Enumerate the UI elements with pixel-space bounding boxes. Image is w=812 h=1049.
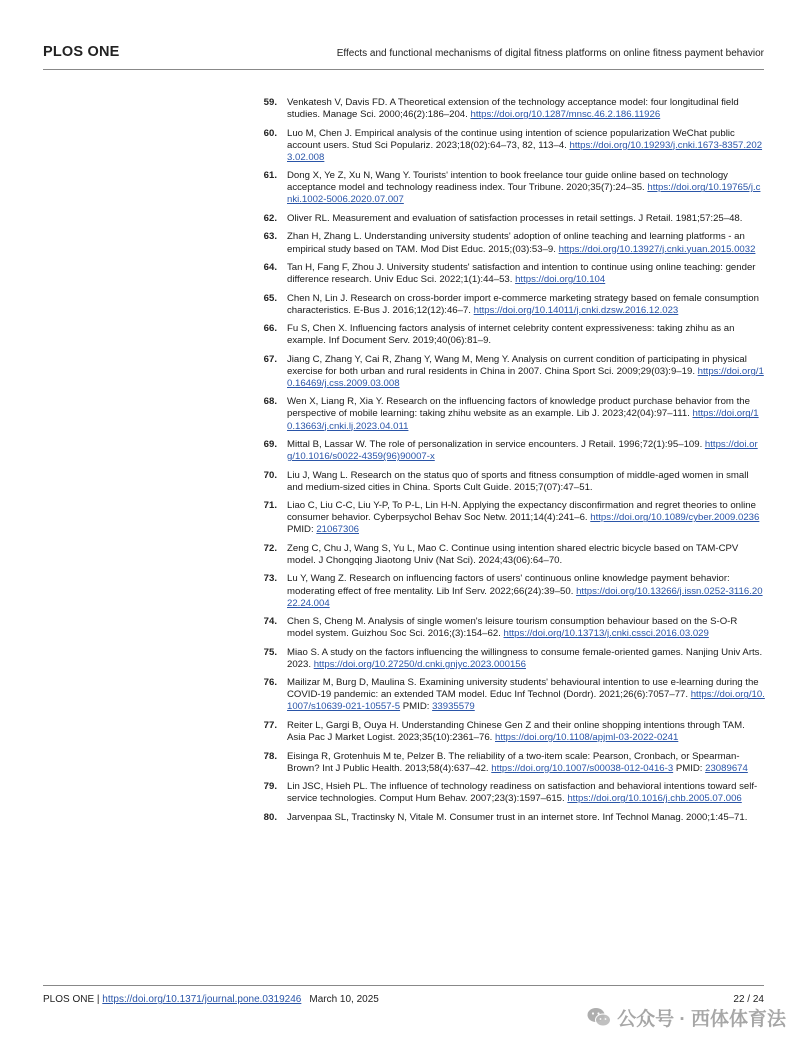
reference-item xyxy=(257,231,765,255)
reference-doi-link[interactable]: https://doi.org/10.13713/j.cnki.cssci.2016.03.029 xyxy=(503,628,709,640)
reference-body xyxy=(287,128,765,164)
reference-item xyxy=(257,323,765,347)
reference-doi-link[interactable]: https://doi.org/10.19765/j.cnki.1002-5006.2020.07.007 xyxy=(287,182,761,206)
running-title: Effects and functional mechanisms of digital fitness platforms on online fitness payment behavior xyxy=(336,48,764,59)
reference-number: 61. xyxy=(263,170,277,182)
reference-doi-link[interactable]: https://doi.org/10.104 xyxy=(515,274,606,286)
reference-pmid-label: PMID: xyxy=(673,762,706,774)
reference-doi-link[interactable]: https://doi.org/10.1108/apjml-03-2022-0241 xyxy=(495,732,679,744)
reference-doi-link[interactable]: https://doi.org/10.1016/j.chb.2005.07.006 xyxy=(567,793,742,805)
reference-number: 68. xyxy=(263,396,277,408)
page-number: 22 / 24 xyxy=(733,994,764,1005)
reference-body xyxy=(287,470,765,494)
reference-number: 76. xyxy=(263,677,277,689)
reference-number: 72. xyxy=(263,542,277,554)
reference-item xyxy=(257,781,765,805)
reference-body xyxy=(287,213,765,225)
footer-divider xyxy=(43,985,764,986)
footer-journal: PLOS ONE | xyxy=(43,994,103,1005)
reference-item xyxy=(257,293,765,317)
reference-text: Reiter L, Gargi B, Ouya H. Understanding Chinese Gen Z and their online shopping intentions through TAM. Asia Pac J Market Logist. 2023;35(10):2361–76. xyxy=(287,719,745,744)
reference-text: Eisinga R, Grotenhuis M te, Pelzer B. The reliability of a two-item scale: Pearson, Cronbach, or Spearman-Brown? Int J Public Health. 2013;58(4):637–42. xyxy=(287,750,740,774)
reference-pmid-link[interactable]: 21067306 xyxy=(316,524,360,536)
reference-body xyxy=(287,170,765,206)
footer-doi-link[interactable]: https://doi.org/10.1371/journal.pone.0319246 xyxy=(102,994,302,1005)
reference-number: 66. xyxy=(263,323,277,335)
reference-item xyxy=(257,543,765,567)
reference-number: 67. xyxy=(263,353,277,365)
reference-text: Liu J, Wang L. Research on the status quo of sports and fitness consumption of middle-aged women in small and medium-sized cities in China. Sports Cult Guide. 2015;7(07):47–51. xyxy=(287,469,749,493)
reference-doi-link[interactable]: https://doi.org/10.1287/mnsc.46.2.186.11926 xyxy=(470,109,661,121)
reference-number: 78. xyxy=(263,750,277,762)
reference-number: 65. xyxy=(263,292,277,304)
reference-number: 75. xyxy=(263,646,277,658)
reference-body xyxy=(287,439,765,463)
reference-item xyxy=(257,812,765,824)
reference-body xyxy=(287,781,765,805)
reference-body xyxy=(287,97,765,121)
wechat-icon xyxy=(587,1007,611,1028)
reference-text: Zhan H, Zhang L. Understanding university students' adoption of online teaching and learning platforms - an empirical study based on TAM. Mod Dist Educ. 2015;(03):53–9. xyxy=(287,231,745,255)
reference-pmid-label: PMID: xyxy=(400,701,433,713)
reference-item xyxy=(257,500,765,536)
reference-number: 77. xyxy=(263,719,277,731)
reference-body xyxy=(287,323,765,347)
reference-text: Lin JSC, Hsieh PL. The influence of technology readiness on satisfaction and behavioral intentions toward self-service technologies. Comput Hum Behav. 2007;23(3):1597–615. xyxy=(287,781,758,805)
reference-item xyxy=(257,354,765,390)
reference-body xyxy=(287,647,765,671)
reference-text: Mailizar M, Burg D, Maulina S. Examining university students' behavioural intention to use e-learning during the COVID-19 pandemic: an extended TAM model. Educ Inf Technol (Dordr). 2021;26(6):7057–77. xyxy=(287,677,759,701)
reference-doi-link[interactable]: https://doi.org/10.13266/j.issn.0252-3116.2022.24.004 xyxy=(287,585,763,609)
footer-date: March 10, 2025 xyxy=(309,994,379,1005)
reference-number: 59. xyxy=(263,97,277,108)
reference-text: Lu Y, Wang Z. Research on influencing factors of users' continuous online knowledge payment behavior: moderating effect of free mentality. Lib Inf Serv. 2022;66(24):39–50. xyxy=(287,573,730,597)
reference-item xyxy=(257,647,765,671)
reference-pmid-link[interactable]: 33935579 xyxy=(432,701,475,713)
reference-item xyxy=(257,439,765,463)
reference-doi-link[interactable]: https://doi.org/10.1007/s10639-021-10557-5 xyxy=(287,689,765,713)
reference-text: Jiang C, Zhang Y, Cai R, Zhang Y, Wang M, Meng Y. Analysis on current condition of participating in physical exercise for both urban and rural residents in China in 2007. China Sport Sci. 2009;29(03):9–19. xyxy=(287,353,747,377)
journal-logo: PLOS ONE xyxy=(43,44,120,60)
reference-number: 60. xyxy=(263,127,277,139)
reference-item xyxy=(257,213,765,225)
reference-number: 64. xyxy=(263,261,277,273)
reference-item xyxy=(257,677,765,713)
reference-item xyxy=(257,573,765,609)
reference-number: 74. xyxy=(263,616,277,628)
reference-list xyxy=(257,97,765,830)
reference-text: Venkatesh V, Davis FD. A Theoretical extension of the technology acceptance model: four longitudinal field studies. Manage Sci. 2000;46(2):186–204. xyxy=(287,97,739,121)
watermark-text: 公众号 · 西体体育法 xyxy=(617,1009,786,1030)
reference-body xyxy=(287,500,765,536)
reference-text: Luo M, Chen J. Empirical analysis of the continue using intention of science popularization WeChat public account users. Stud Sci Populariz. 2023;18(02):64–73, 82, 113–4. xyxy=(287,127,735,151)
reference-item xyxy=(257,128,765,164)
reference-pmid-label: PMID: xyxy=(287,524,317,536)
reference-item xyxy=(257,470,765,494)
reference-body xyxy=(287,677,765,713)
reference-pmid-link[interactable]: 23089674 xyxy=(705,762,748,774)
reference-doi-link[interactable]: https://doi.org/10.16469/j.css.2009.03.008 xyxy=(287,365,764,389)
reference-doi-link[interactable]: https://doi.org/10.13927/j.cnki.yuan.2015.0032 xyxy=(558,243,756,255)
reference-number: 63. xyxy=(263,231,277,243)
reference-text: Miao S. A study on the factors influencing the willingness to consume female-oriented games. Nanjing Univ Arts. 2023. xyxy=(287,646,763,670)
reference-body xyxy=(287,573,765,609)
reference-body xyxy=(287,396,765,432)
reference-doi-link[interactable]: https://doi.org/10.1016/s0022-4359(96)90007-x xyxy=(287,439,758,463)
reference-body xyxy=(287,293,765,317)
footer-citation xyxy=(43,994,379,1005)
reference-doi-link[interactable]: https://doi.org/10.27250/d.cnki.gnjyc.2023.000156 xyxy=(313,658,526,670)
reference-number: 79. xyxy=(263,781,277,793)
reference-number: 71. xyxy=(263,500,277,512)
reference-text: Mittal B, Lassar W. The role of personalization in service encounters. J Retail. 1996;72(1):95–109. xyxy=(287,439,705,451)
reference-doi-link[interactable]: https://doi.org/10.1007/s00038-012-0416-3 xyxy=(491,762,674,774)
reference-body xyxy=(287,616,765,640)
reference-item xyxy=(257,170,765,206)
reference-doi-link[interactable]: https://doi.org/10.1089/cyber.2009.0236 xyxy=(590,512,760,524)
reference-body xyxy=(287,751,765,775)
reference-doi-link[interactable]: https://doi.org/10.13663/j.cnki.lj.2023.04.011 xyxy=(287,408,759,432)
header-divider xyxy=(43,69,764,70)
reference-body xyxy=(287,543,765,567)
reference-text: Chen S, Cheng M. Analysis of single women's leisure tourism consumption behaviour based on the S-O-R model system. Guizhou Soc Sci. 2016;(3):154–62. xyxy=(287,616,738,640)
reference-item xyxy=(257,396,765,432)
reference-item xyxy=(257,97,765,121)
reference-number: 80. xyxy=(263,811,277,823)
reference-item xyxy=(257,262,765,286)
reference-body xyxy=(287,262,765,286)
reference-number: 69. xyxy=(263,439,277,451)
reference-body xyxy=(287,354,765,390)
reference-item xyxy=(257,751,765,775)
reference-item xyxy=(257,720,765,744)
reference-text: Fu S, Chen X. Influencing factors analysis of internet celebrity content expressiveness: taking zhihu as an example. Inf Document Serv. 2019;40(06):81–9. xyxy=(287,323,735,347)
reference-doi-link[interactable]: https://doi.org/10.19293/j.cnki.1673-8357.2023.02.008 xyxy=(287,139,763,163)
reference-text: Chen N, Lin J. Research on cross-border import e-commerce marketing strategy based on female consumption characteristics. E-Bus J. 2016;12(12):46–7. xyxy=(287,292,759,316)
reference-number: 73. xyxy=(263,573,277,585)
reference-number: 70. xyxy=(263,469,277,481)
reference-doi-link[interactable]: https://doi.org/10.14011/j.cnki.dzsw.2016.12.023 xyxy=(473,304,679,316)
reference-number: 62. xyxy=(263,212,277,224)
reference-body xyxy=(287,812,765,824)
reference-text: Wen X, Liang R, Xia Y. Research on the influencing factors of knowledge product purchase behavior from the perspective of mobile learning: taking zhihu website as an example. Lib J. 2023;42(04):97–111. xyxy=(287,396,750,420)
reference-item xyxy=(257,616,765,640)
reference-text: Tan H, Fang F, Zhou J. University students' satisfaction and intention to continue using online teaching: gender difference research. Univ Educ Sci. 2022;1(1):44–53. xyxy=(287,261,756,286)
reference-text: Zeng C, Chu J, Wang S, Yu L, Mao C. Continue using intention shared electric bicycle based on TAM-CPV model. J Chongqing Jiaotong Univ (Nat Sci). 2024;43(06):64–70. xyxy=(287,542,739,566)
reference-text: Liao C, Liu C-C, Liu Y-P, To P-L, Lin H-N. Applying the expectancy disconfirmation and regret theories to online consumer behavior. Cyberpsychol Behav Soc Netw. 2011;14(4):241–6. xyxy=(287,500,756,524)
watermark xyxy=(587,1004,786,1031)
reference-body xyxy=(287,720,765,744)
reference-text: Dong X, Ye Z, Xu N, Wang Y. Tourists' intention to book freelance tour guide online based on technology acceptance model and technology readiness index. Tour Tribune. 2020;35(7):24–35. xyxy=(287,170,728,194)
reference-body xyxy=(287,231,765,255)
reference-text: Jarvenpaa SL, Tractinsky N, Vitale M. Consumer trust in an internet store. Inf Technol Manag. 2000;1:45–71. xyxy=(287,811,748,823)
reference-text: Oliver RL. Measurement and evaluation of satisfaction processes in retail settings. J Retail. 1981;57:25–48. xyxy=(287,212,743,224)
